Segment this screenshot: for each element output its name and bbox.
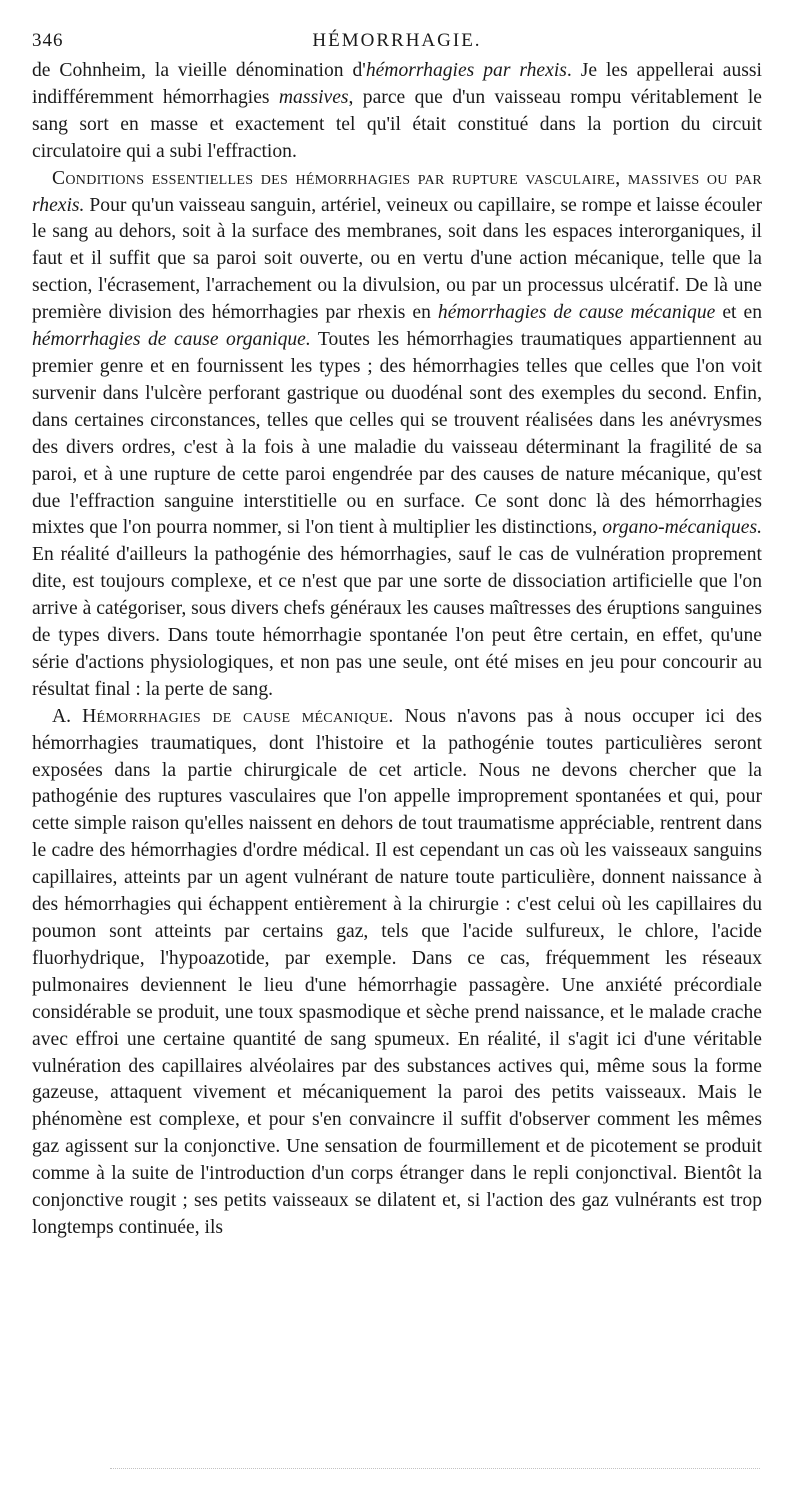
p1-text-b: . Je les appellerai aussi indifféremment hémorrhagies xyxy=(32,60,762,108)
p1-text-a: de Cohnheim, la vieille dénomination d' xyxy=(32,60,366,81)
section-heading-conditions-italic: rhexis. xyxy=(32,194,85,216)
p1-italic-a: hémorrhagies par rhexis xyxy=(365,60,567,81)
scan-artifact-line xyxy=(110,1468,760,1472)
section-heading-cause-mecanique: Hémorrhagies de cause mécanique. xyxy=(82,705,394,727)
paragraph-1 xyxy=(32,58,762,166)
p2-italic-a: hémorrhagies de cause mécanique xyxy=(437,302,716,324)
paragraph-2 xyxy=(32,166,762,704)
p1-text-c: , parce que d'un vaisseau rompu véritablement le sang sort en masse et exactement tel qu'il était constitué dans la portion du circuit circulatoire qui a subi l'effraction. xyxy=(32,86,762,162)
p2-italic-b: hémorrhagies de cause organique. xyxy=(32,329,311,351)
p2-italic-c: organo-mécaniques. xyxy=(602,517,762,539)
page-header xyxy=(32,28,762,58)
book-page xyxy=(32,28,762,1242)
p2-text-c: Toutes les hémorrhagies traumatiques appartiennent au premier genre et en fournissent les types ; des hémorrhagies telles que celles que l'on voit survenir dans l'ulcère perforant gastrique ou duodénal sont des exemples du second. Enfin, dans certaines circonstances, telles que celles qui se trouvent réalisées dans les anévrysmes des divers ordres, c'est à la fois à une maladie du vaisseau déterminant la fragilité de sa paroi, et à une rupture de cette paroi engendrée par des causes de nature mécanique, qu'est due l'effraction sanguine interstitielle ou en surface. Ce sont donc là des hémorrhagies mixtes que l'on pourra nommer, si l'on tient à multiplier les distinctions, xyxy=(32,329,762,539)
p2-text-a: Pour qu'un vaisseau sanguin, artériel, veineux ou capillaire, se rompe et laisse écouler le sang au dehors, soit à la surface des membranes, soit dans les espaces interorganiques, il faut et il suffit que sa paroi soit ouverte, ou en vertu d'une action mécanique, telle que la section, l'écrasement, l'arrachement ou la divulsion, ou par un processus ulcératif. De là une première division des hémorrhagies par rhexis en xyxy=(32,194,762,324)
p2-text-d: En réalité d'ailleurs la pathogénie des hémorrhagies, sauf le cas de vulnération proprement dite, est toujours complexe, et ce n'est que par une sorte de dissociation artificielle que l'on arrive à catégoriser, sous divers chefs généraux les causes maîtresses des éruptions sanguines de types divers. Dans toute hémorrhagie spontanée l'on peut être certain, en effet, qu'une série d'actions physiologiques, et non pas une seule, ont été mises en jeu pour concourir au résultat final : la perte de sang. xyxy=(32,544,762,700)
paragraph-3 xyxy=(32,704,762,1242)
p2-text-b: et en xyxy=(715,302,762,324)
section-heading-conditions: Conditions essentielles des hémorrhagies par rupture vasculaire, massives ou par xyxy=(52,167,762,189)
p1-italic-b: massives xyxy=(278,86,349,108)
section-letter: A. xyxy=(52,705,83,727)
page-number: 346 xyxy=(32,30,64,51)
p3-text-a: Nous n'avons pas à nous occuper ici des hémorrhagies traumatiques, dont l'histoire et la pathogénie toutes particulières seront exposées dans la partie chirurgicale de cet article. Nous ne devons chercher que la pathogénie des ruptures vasculaires que l'on appelle improprement spontanées et qui, pour cette simple raison qu'elles naissent en dehors de tout traumatisme appréciable, rentrent dans le cadre des hémorrhagies d'ordre médical. Il est cependant un cas où les vaisseaux sanguins capillaires, atteints par un agent vulnérant de nature toute particulière, donnent naissance à des hémorrhagies qui échappent entièrement à la chirurgie : c'est celui où les capillaires du poumon sont atteints par certains gaz, tels que l'acide sulfureux, le chlore, l'acide fluorhydrique, l'hypoazotide, par exemple. Dans ce cas, fréquemment les réseaux pulmonaires deviennent le lieu d'une hémorrhagie passagère. Une anxiété précordiale considérable se produit, une toux spasmodique et sèche prend naissance, et le malade crache avec effroi une certaine quantité de sang spumeux. En réalité, il s'agit ici d'une véritable vulnération des capillaires alvéolaires par des substances actives qui, même sous la forme gazeuse, attaquent vivement et mécaniquement la paroi des petits vaisseaux. Mais le phénomène est complexe, et pour s'en convaincre il suffit d'observer comment les mêmes gaz agissent sur la conjonctive. Une sensation de fourmillement et de picotement se produit comme à la suite de l'introduction d'un corps étranger dans le repli conjonctival. Bientôt la conjonctive rougit ; ses petits vaisseaux se dilatent et, si l'action des gaz vulnérants est trop longtemps continuée, ils xyxy=(32,705,763,1238)
running-head: HÉMORRHAGIE. xyxy=(312,30,482,51)
